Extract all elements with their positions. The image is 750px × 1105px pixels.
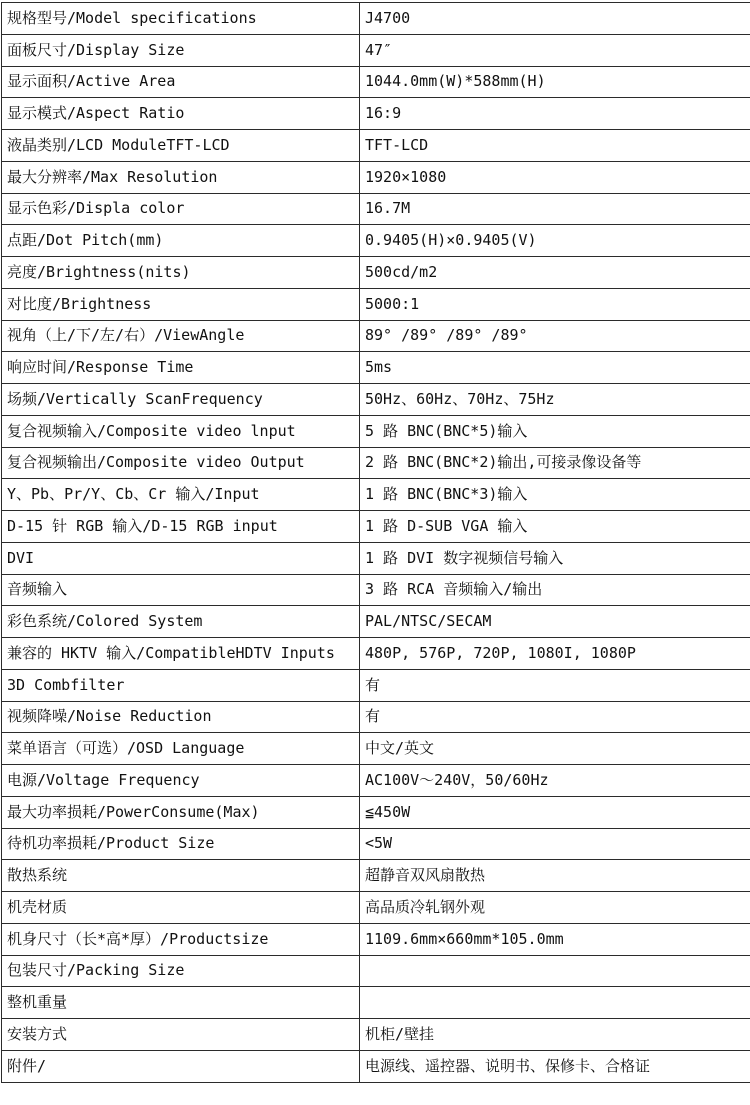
table-row — [2, 1019, 750, 1051]
spec-value: 1 路 BNC(BNC*3)输入 — [360, 479, 750, 511]
table-row — [2, 225, 750, 257]
spec-label: 最大分辨率/Max Resolution — [2, 161, 360, 193]
spec-value: 1920×1080 — [360, 161, 750, 193]
table-row — [2, 1050, 750, 1082]
spec-value — [360, 955, 750, 987]
spec-value: 1109.6mm×660mm*105.0mm — [360, 923, 750, 955]
spec-label: 亮度/Brightness(nits) — [2, 257, 360, 289]
table-row — [2, 574, 750, 606]
table-row — [2, 34, 750, 66]
spec-value: 5 路 BNC(BNC*5)输入 — [360, 415, 750, 447]
spec-value: 有 — [360, 669, 750, 701]
spec-label: 规格型号/Model specifications — [2, 3, 360, 35]
spec-label: 复合视频输入/Composite video lnput — [2, 415, 360, 447]
spec-value: 1044.0mm(W)*588mm(H) — [360, 66, 750, 98]
spec-label: 显示面积/Active Area — [2, 66, 360, 98]
spec-table — [1, 2, 750, 1083]
table-row — [2, 447, 750, 479]
spec-value: 1 路 DVI 数字视频信号输入 — [360, 542, 750, 574]
table-row — [2, 161, 750, 193]
table-row — [2, 733, 750, 765]
table-row — [2, 320, 750, 352]
spec-value: 16:9 — [360, 98, 750, 130]
spec-value: 机柜/壁挂 — [360, 1019, 750, 1051]
spec-label: 点距/Dot Pitch(mm) — [2, 225, 360, 257]
spec-label: 音频输入 — [2, 574, 360, 606]
spec-label: 安装方式 — [2, 1019, 360, 1051]
spec-label: D-15 针 RGB 输入/D-15 RGB input — [2, 511, 360, 543]
spec-label: 液晶类别/LCD ModuleTFT-LCD — [2, 130, 360, 162]
table-row — [2, 828, 750, 860]
spec-value — [360, 987, 750, 1019]
spec-label: 彩色系统/Colored System — [2, 606, 360, 638]
spec-value: 480P, 576P, 720P, 1080I, 1080P — [360, 638, 750, 670]
spec-value: 电源线、遥控器、说明书、保修卡、合格证 — [360, 1050, 750, 1082]
spec-value: 有 — [360, 701, 750, 733]
spec-value: <5W — [360, 828, 750, 860]
table-row — [2, 479, 750, 511]
table-row — [2, 384, 750, 416]
spec-value: J4700 — [360, 3, 750, 35]
spec-table-body — [2, 3, 750, 1083]
table-row — [2, 638, 750, 670]
table-row — [2, 98, 750, 130]
spec-label: 视角（上/下/左/右）/ViewAngle — [2, 320, 360, 352]
table-row — [2, 765, 750, 797]
spec-label: 菜单语言（可选）/OSD Language — [2, 733, 360, 765]
spec-value: 47″ — [360, 34, 750, 66]
spec-label: 包装尺寸/Packing Size — [2, 955, 360, 987]
spec-label: 机身尺寸（长*高*厚）/Productsize — [2, 923, 360, 955]
spec-value: 16.7M — [360, 193, 750, 225]
table-row — [2, 923, 750, 955]
table-row — [2, 66, 750, 98]
spec-label: 机壳材质 — [2, 892, 360, 924]
spec-label: 电源/Voltage Frequency — [2, 765, 360, 797]
spec-value: 2 路 BNC(BNC*2)输出,可接录像设备等 — [360, 447, 750, 479]
spec-value: 89° /89° /89° /89° — [360, 320, 750, 352]
spec-label: 显示模式/Aspect Ratio — [2, 98, 360, 130]
table-row — [2, 415, 750, 447]
spec-label: 散热系统 — [2, 860, 360, 892]
table-row — [2, 193, 750, 225]
spec-value: ≦450W — [360, 796, 750, 828]
spec-value: 0.9405(H)×0.9405(V) — [360, 225, 750, 257]
table-row — [2, 892, 750, 924]
table-row — [2, 955, 750, 987]
spec-label: 面板尺寸/Display Size — [2, 34, 360, 66]
table-row — [2, 542, 750, 574]
table-row — [2, 130, 750, 162]
table-row — [2, 352, 750, 384]
spec-value: 50Hz、60Hz、70Hz、75Hz — [360, 384, 750, 416]
table-row — [2, 511, 750, 543]
spec-label: 附件/ — [2, 1050, 360, 1082]
table-row — [2, 3, 750, 35]
spec-value: TFT-LCD — [360, 130, 750, 162]
spec-label: 待机功率损耗/Product Size — [2, 828, 360, 860]
spec-label: Y、Pb、Pr/Y、Cb、Cr 输入/Input — [2, 479, 360, 511]
spec-label: 对比度/Brightness — [2, 288, 360, 320]
spec-value: AC100V～240V，50/60Hz — [360, 765, 750, 797]
spec-value: 中文/英文 — [360, 733, 750, 765]
spec-label: 场频/Vertically ScanFrequency — [2, 384, 360, 416]
spec-label: DVI — [2, 542, 360, 574]
spec-value: 5000:1 — [360, 288, 750, 320]
spec-value: PAL/NTSC/SECAM — [360, 606, 750, 638]
table-row — [2, 669, 750, 701]
spec-label: 兼容的 HKTV 输入/CompatibleHDTV Inputs — [2, 638, 360, 670]
table-row — [2, 701, 750, 733]
spec-value: 1 路 D-SUB VGA 输入 — [360, 511, 750, 543]
spec-value: 3 路 RCA 音频输入/输出 — [360, 574, 750, 606]
spec-value: 高品质冷轧钢外观 — [360, 892, 750, 924]
spec-label: 显示色彩/Displa color — [2, 193, 360, 225]
spec-label: 视频降噪/Noise Reduction — [2, 701, 360, 733]
spec-label: 3D Combfilter — [2, 669, 360, 701]
table-row — [2, 987, 750, 1019]
spec-label: 最大功率损耗/PowerConsume(Max) — [2, 796, 360, 828]
table-row — [2, 860, 750, 892]
spec-value: 5ms — [360, 352, 750, 384]
spec-value: 超静音双风扇散热 — [360, 860, 750, 892]
table-row — [2, 606, 750, 638]
spec-label: 响应时间/Response Time — [2, 352, 360, 384]
spec-label: 整机重量 — [2, 987, 360, 1019]
table-row — [2, 796, 750, 828]
table-row — [2, 288, 750, 320]
spec-value: 500cd/m2 — [360, 257, 750, 289]
spec-label: 复合视频输出/Composite video Output — [2, 447, 360, 479]
table-row — [2, 257, 750, 289]
